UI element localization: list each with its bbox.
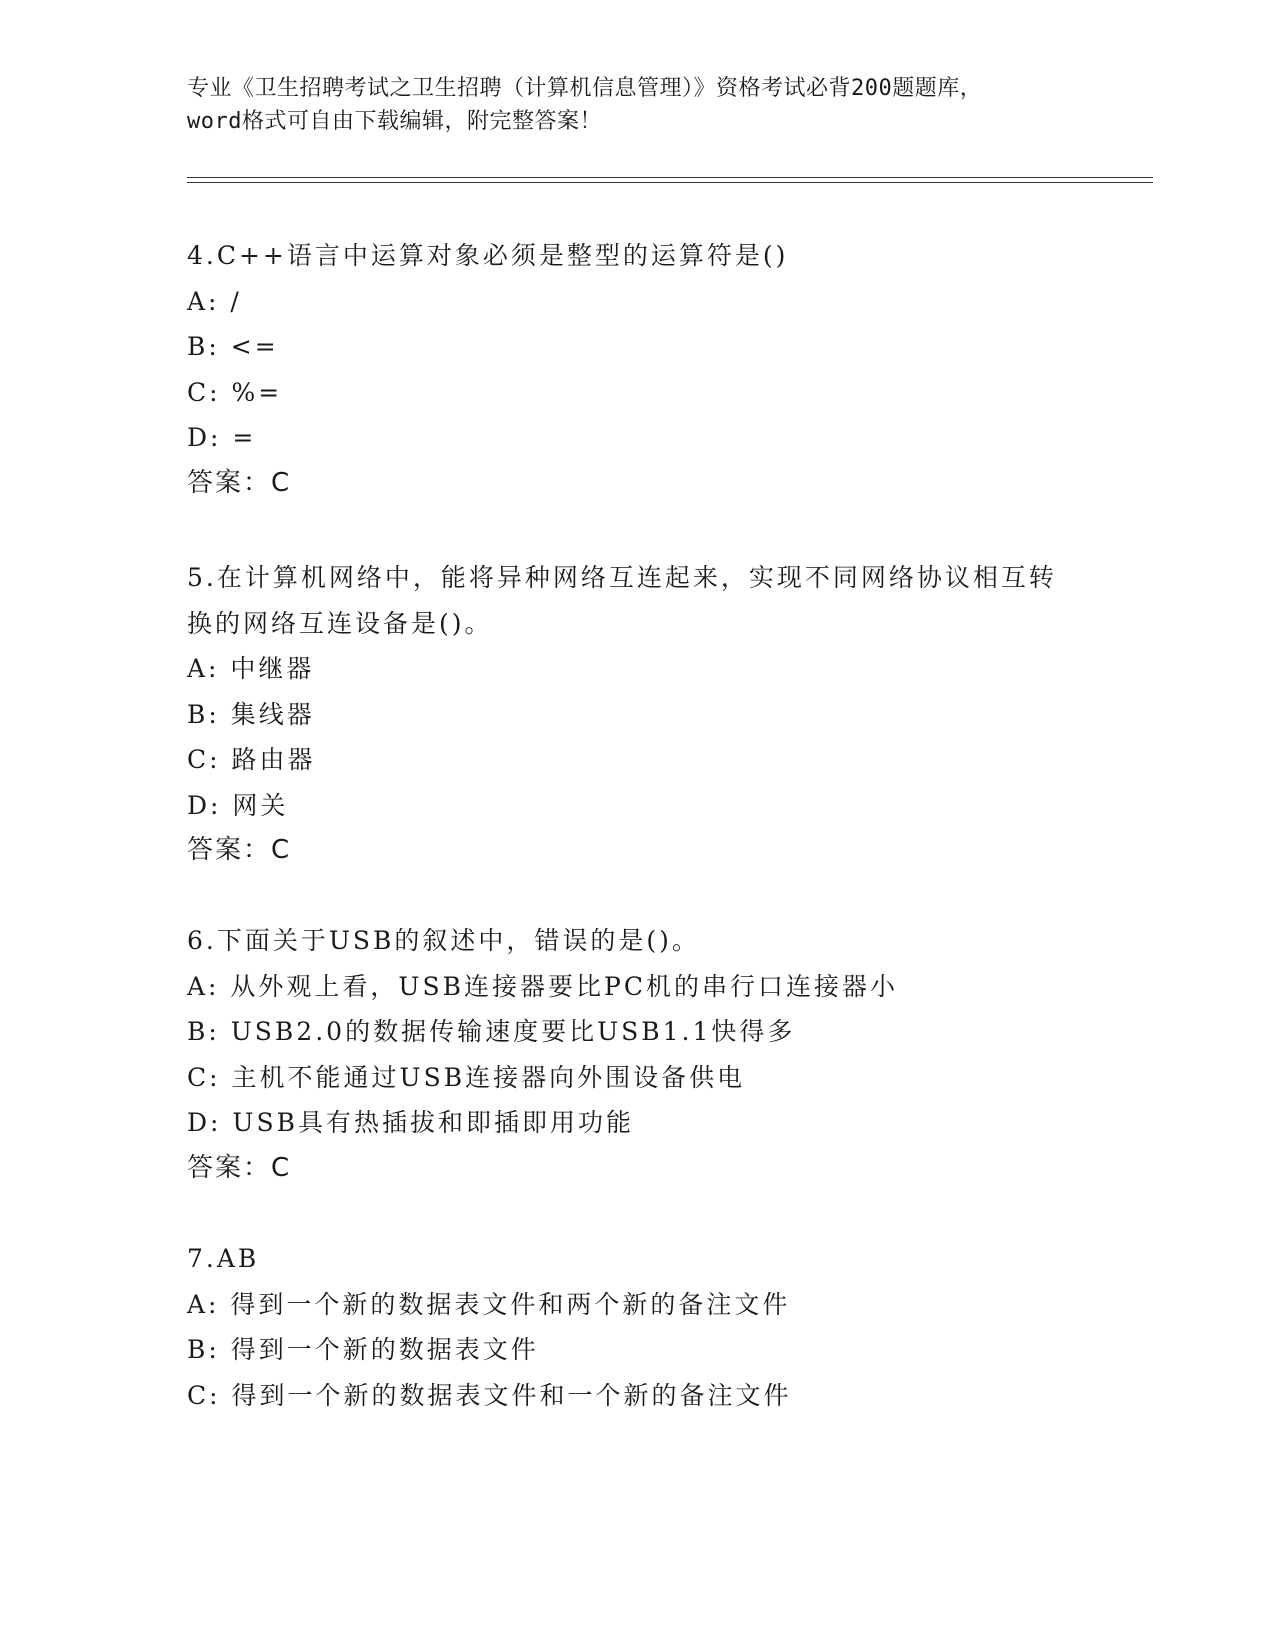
question-4 xyxy=(187,233,1087,506)
option-c: C: 得到一个新的数据表文件和一个新的备注文件 xyxy=(187,1380,792,1410)
question-stem: 7.AB xyxy=(187,1244,260,1273)
option-c: C: %= xyxy=(187,377,283,407)
option-c: C: 主机不能通过USB连接器向外围设备供电 xyxy=(187,1062,746,1092)
option-c: C: 路由器 xyxy=(187,745,316,774)
option-b: B: USB2.0的数据传输速度要比USB1.1快得多 xyxy=(187,1017,796,1046)
header-rule-bottom xyxy=(187,182,1153,183)
option-a: A: 从外观上看，USB连接器要比PC机的串行口连接器小 xyxy=(187,971,898,1001)
header-line-1: 专业《卫生招聘考试之卫生招聘（计算机信息管理）》资格考试必背200题题库， xyxy=(187,76,983,101)
question-5 xyxy=(187,555,1087,874)
header-line-2: word格式可自由下载编辑，附完整答案！ xyxy=(187,109,602,134)
option-d: D: 网关 xyxy=(187,790,289,820)
question-7 xyxy=(187,1236,1087,1418)
option-b: B: <= xyxy=(187,332,279,361)
answer: 答案：C xyxy=(187,1152,292,1183)
document-header xyxy=(187,72,1087,138)
option-a: A: 得到一个新的数据表文件和两个新的备注文件 xyxy=(187,1289,791,1319)
option-d: D: = xyxy=(187,423,257,452)
option-d: D: USB具有热插拔和即插即用功能 xyxy=(187,1108,634,1137)
question-stem: 6.下面关于USB的叙述中，错误的是()。 xyxy=(187,926,700,955)
question-stem: 4.C++语言中运算对象必须是整型的运算符是() xyxy=(187,241,789,270)
question-stem: 5.在计算机网络中，能将异种网络互连起来，实现不同网络协议相互转换的网络互连设备是()。 xyxy=(187,563,1057,638)
header-rule-top xyxy=(187,177,1153,178)
answer: 答案：C xyxy=(187,835,292,865)
option-a: A: 中继器 xyxy=(187,654,315,683)
question-6 xyxy=(187,918,1087,1191)
option-a: A: / xyxy=(187,286,242,316)
option-b: B: 集线器 xyxy=(187,699,315,729)
answer: 答案：C xyxy=(187,467,292,498)
option-b: B: 得到一个新的数据表文件 xyxy=(187,1335,539,1364)
